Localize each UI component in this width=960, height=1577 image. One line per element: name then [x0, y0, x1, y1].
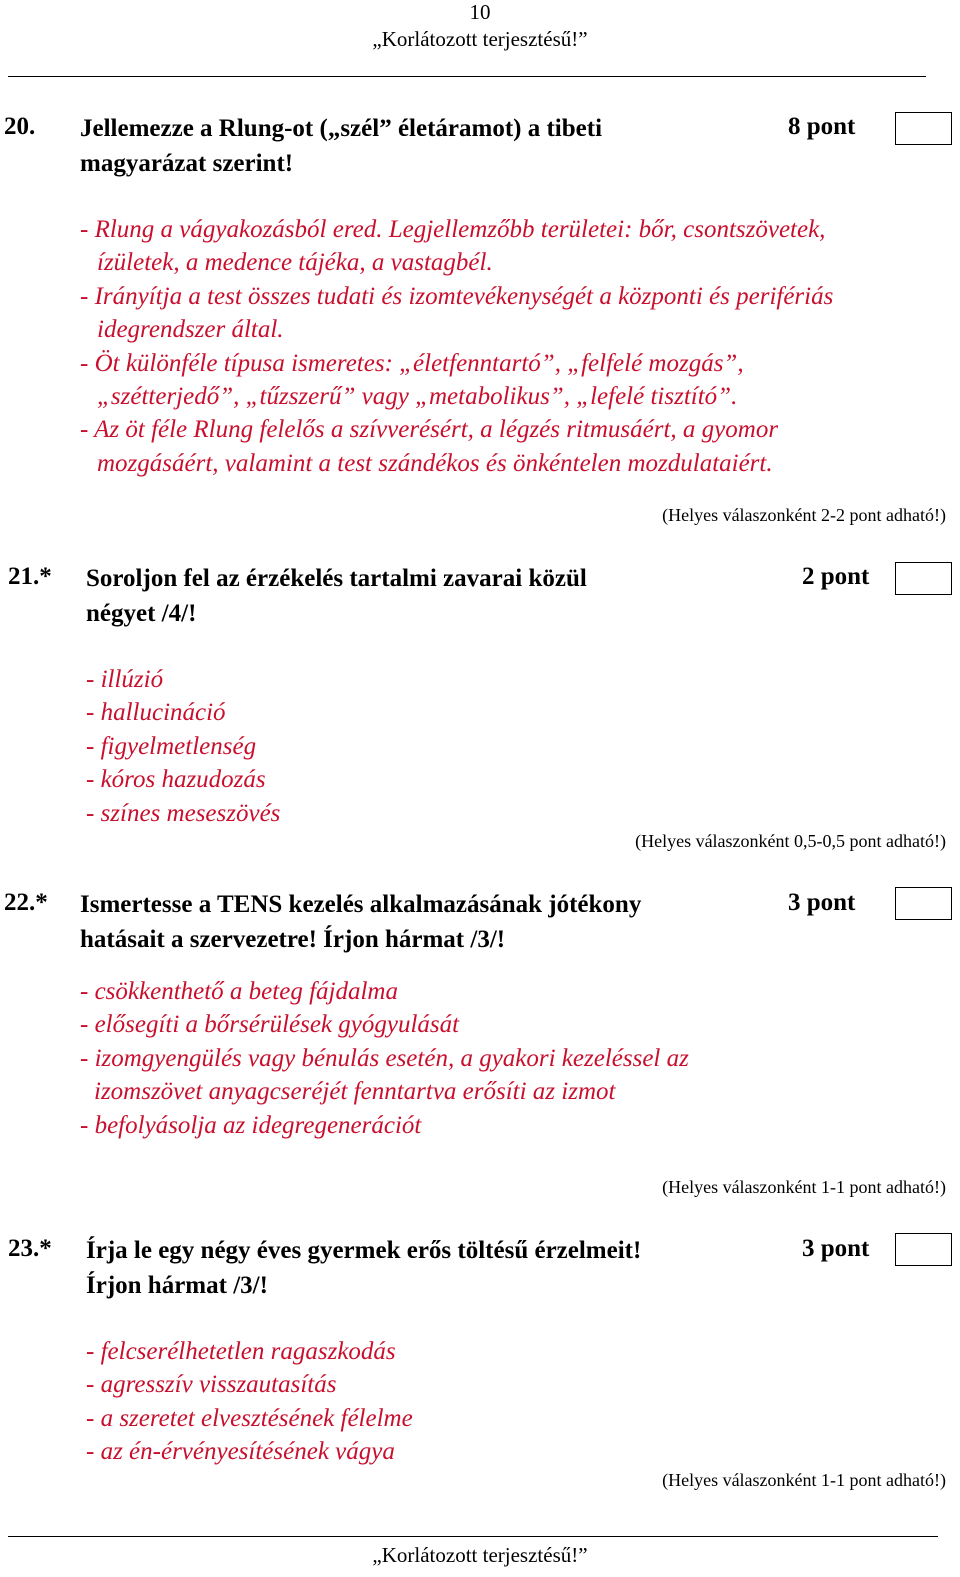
score-box[interactable] — [895, 1233, 952, 1266]
scoring-note: (Helyes válaszonként 2-2 pont adható!) — [662, 505, 946, 525]
question-line: Írjon hármat /3/! — [86, 1272, 268, 1299]
answer-line: „szétterjedő”, „tűzszerű” vagy „metabolikus”, „lefelé tisztító”. — [97, 383, 738, 411]
answer-line: - illúzió — [86, 666, 164, 693]
answer-line: - az én-érvényesítésének vágya — [86, 1438, 395, 1466]
question-number: 22.* — [4, 889, 48, 916]
footer-divider — [8, 1536, 938, 1537]
scoring-note: (Helyes válaszonként 1-1 pont adható!) — [662, 1470, 946, 1490]
answer-line: - kóros hazudozás — [86, 766, 266, 794]
question-number: 20. — [4, 113, 36, 140]
question-text — [86, 561, 587, 631]
answer-line: - agresszív visszautasítás — [86, 1371, 337, 1399]
question-line: Jellemezze a Rlung-ot („szél” életáramot) a tibeti — [80, 115, 603, 142]
score-box[interactable] — [895, 887, 952, 920]
answer-line: - Az öt féle Rlung felelős a szívverésért, a légzés ritmusáért, a gyomor — [80, 416, 779, 444]
question-line: Írja le egy négy éves gyermek erős töltésű érzelmeit! — [86, 1237, 642, 1264]
answer-line: - Irányítja a test összes tudati és izomtevékenységét a központi és perifériás — [80, 282, 834, 310]
answer-line: - csökkenthető a beteg fájdalma — [80, 978, 398, 1005]
answer-line: - elősegíti a bőrsérülések gyógyulását — [80, 1011, 460, 1039]
points-label: 3 pont — [802, 1235, 870, 1262]
answer-line: - Öt különféle típusa ismeretes: „életfenntartó”, „felfelé mozgás”, — [80, 349, 744, 377]
question-line: négyet /4/! — [86, 600, 197, 627]
header-restriction-notice: „Korlátozott terjesztésű!” — [372, 27, 588, 51]
answer-line: - Rlung a vágyakozásból ered. Legjellemzőbb területei: bőr, csontszövetek, — [80, 216, 826, 243]
points-label: 3 pont — [788, 889, 856, 916]
answer-line: - izomgyengülés vagy bénulás esetén, a gyakori kezeléssel az — [80, 1044, 689, 1072]
question-line: Ismertesse a TENS kezelés alkalmazásának jótékony — [80, 891, 642, 918]
answer-line: ízületek, a medence tájéka, a vastagbél. — [97, 249, 493, 277]
footer-restriction-notice: „Korlátozott terjesztésű!” — [372, 1543, 588, 1567]
page-number: 10 — [469, 0, 491, 24]
question-number: 21.* — [8, 563, 52, 590]
answer-line: mozgásáért, valamint a test szándékos és önkéntelen mozdulataiért. — [97, 449, 773, 477]
answer-list — [80, 213, 833, 480]
question-text — [80, 111, 602, 181]
answer-line: idegrendszer által. — [97, 316, 284, 344]
question-line: hatásait a szervezetre! Írjon hármat /3/! — [80, 926, 506, 953]
scoring-note: (Helyes válaszonként 1-1 pont adható!) — [662, 1177, 946, 1197]
answer-list — [86, 1335, 413, 1469]
answer-line: - színes meseszövés — [86, 799, 281, 827]
answer-list — [86, 663, 280, 830]
answer-line: - felcserélhetetlen ragaszkodás — [86, 1338, 396, 1365]
question-number: 23.* — [8, 1235, 52, 1262]
answer-line: - figyelmetlenség — [86, 732, 257, 760]
points-label: 8 pont — [788, 113, 856, 140]
answer-list — [80, 975, 689, 1142]
answer-line: - a szeretet elvesztésének félelme — [86, 1404, 413, 1432]
question-line: magyarázat szerint! — [80, 150, 294, 177]
question-text — [80, 887, 641, 957]
answer-line: - hallucináció — [86, 699, 226, 727]
points-label: 2 pont — [802, 563, 870, 590]
scoring-note: (Helyes válaszonként 0,5-0,5 pont adható!) — [635, 831, 946, 851]
score-box[interactable] — [895, 562, 952, 595]
header-divider — [8, 76, 926, 77]
question-line: Soroljon fel az érzékelés tartalmi zavarai közül — [86, 565, 587, 592]
answer-line: izomszövet anyagcseréjét fenntartva erősíti az izmot — [94, 1078, 616, 1106]
question-text — [86, 1233, 641, 1303]
answer-line: - befolyásolja az idegregenerációt — [80, 1111, 422, 1139]
score-box[interactable] — [895, 112, 952, 145]
